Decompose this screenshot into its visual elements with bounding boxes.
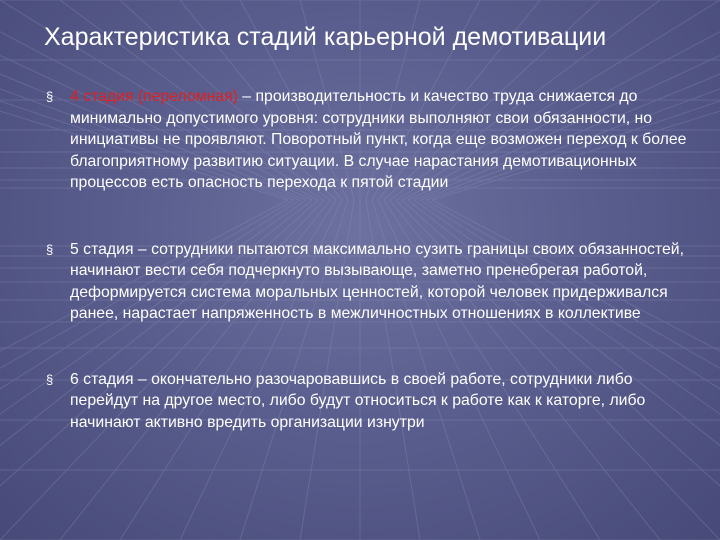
stage-description: сотрудники пытаются максимально сузить границы своих обязанностей, начинают вести себя подчеркнуто вызывающе, заметно пренебрегая работой, деформируется система моральных ценностей, которой человек придерживался ранее, нарастает напряженность в межличностных отношениях в коллективе [70,240,684,322]
stage-dash: – [133,370,152,388]
list-item-stage-5 [46,239,696,325]
slide-title: Характеристика стадий карьерной демотивации [44,23,607,51]
bullet-icon: § [46,241,54,257]
stage-dash: – [237,88,256,105]
stage-description: производительность и качество труда снижается до минимально допустимого уровня: сотрудники выполняют свои обязанности, но инициативы не проявляют. Поворотный пункт, когда еще возможен переход к более благоприятному развитию ситуации. В случае нарастания демотивационных процессов есть опасность перехода к пятой стадии [70,88,687,191]
stage-label: 4 стадия (переломная) [70,88,238,105]
stage-label: 5 стадия [70,240,134,258]
bullet-list [46,86,696,433]
list-item-stage-6 [46,369,696,434]
stage-dash: – [133,240,152,258]
list-item-stage-4 [46,86,696,194]
stage-description: окончательно разочаровавшись в своей работе, сотрудники либо перейдут на другое место, либо будут относиться к работе как к каторге, либо начинают активно вредить организации изнутри [70,370,646,431]
bullet-icon: § [46,371,54,387]
stage-label: 6 стадия [70,370,134,388]
bullet-icon: § [46,89,54,104]
